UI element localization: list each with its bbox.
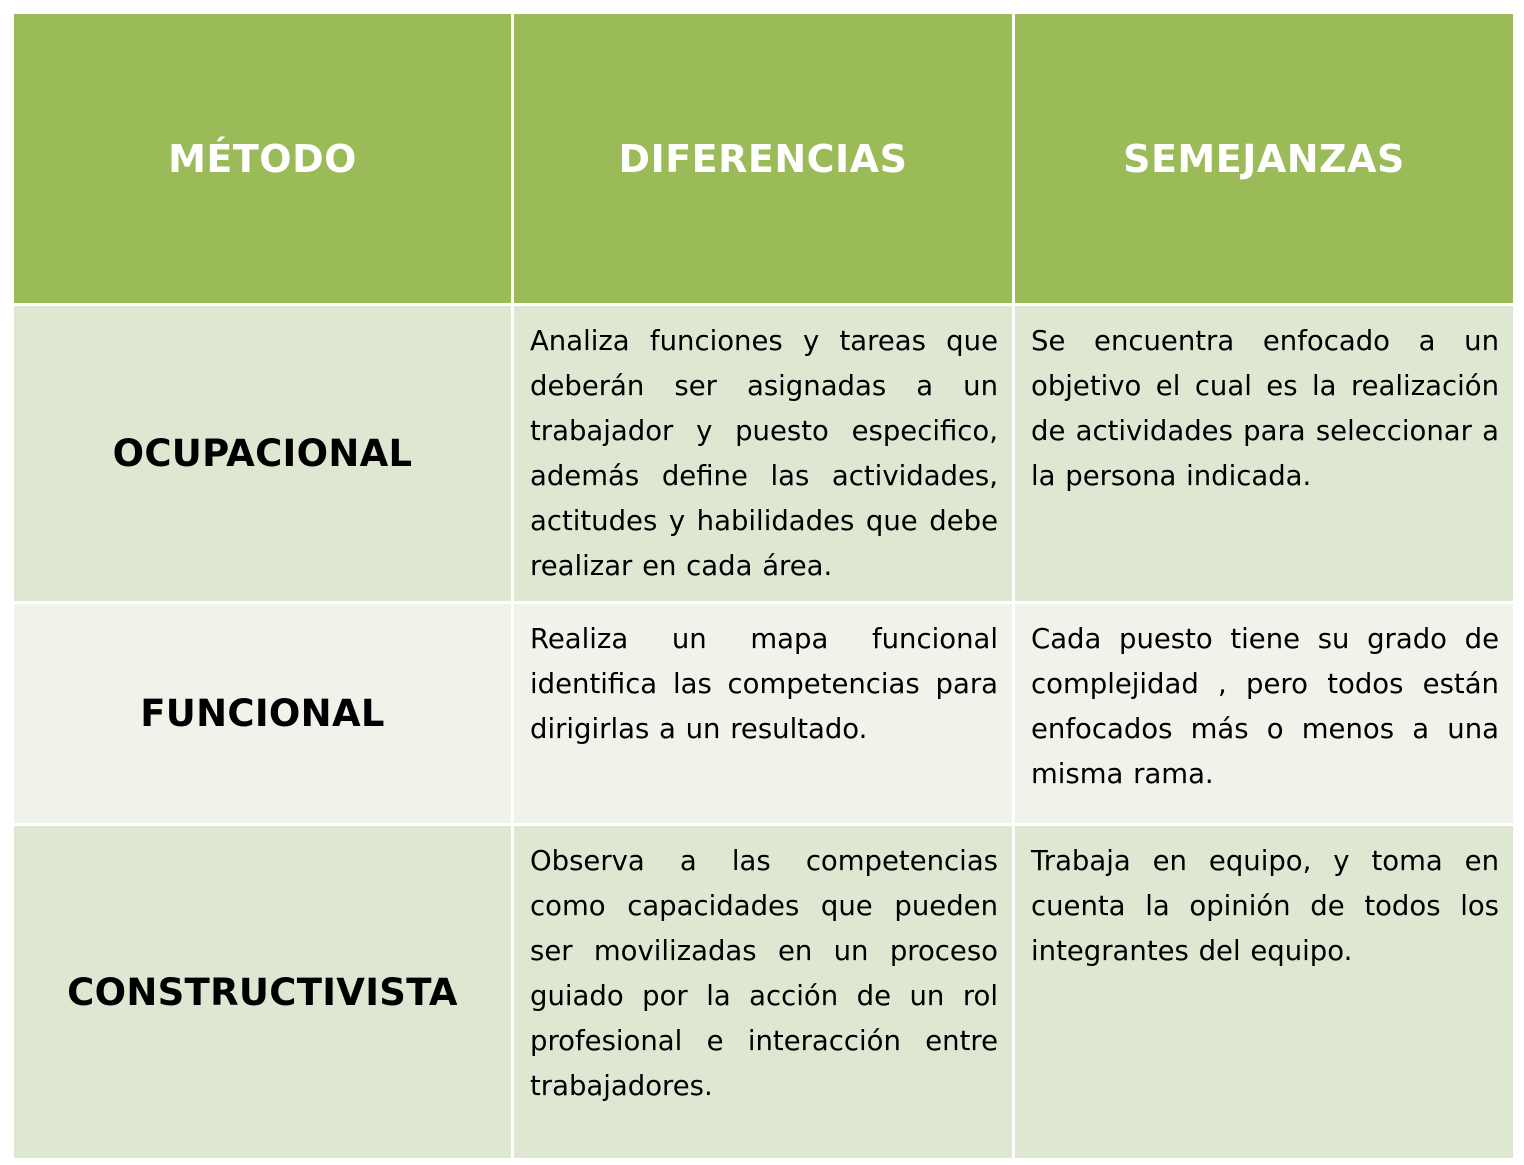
method-cell: OCUPACIONAL xyxy=(13,305,513,603)
header-semejanzas: SEMEJANZAS xyxy=(1014,13,1515,305)
diferencias-cell: Realiza un mapa funcional identifica las competencias para dirigirlas a un resultado. xyxy=(513,603,1014,825)
method-cell: FUNCIONAL xyxy=(13,603,513,825)
comparison-table xyxy=(11,11,1516,1161)
diferencias-cell: Analiza funciones y tareas que deberán ser asignadas a un trabajador y puesto especifico, además define las actividades, actitudes y habilidades que debe realizar en cada área. xyxy=(513,305,1014,603)
table-row xyxy=(13,305,1515,603)
header-metodo: MÉTODO xyxy=(13,13,513,305)
header-diferencias: DIFERENCIAS xyxy=(513,13,1014,305)
table-row xyxy=(13,825,1515,1160)
semejanzas-cell: Se encuentra enfocado a un objetivo el cual es la realización de actividades para seleccionar a la persona indicada. xyxy=(1014,305,1515,603)
semejanzas-cell: Trabaja en equipo, y toma en cuenta la opinión de todos los integrantes del equipo. xyxy=(1014,825,1515,1160)
header-row xyxy=(13,13,1515,305)
semejanzas-cell: Cada puesto tiene su grado de complejidad , pero todos están enfocados más o menos a una misma rama. xyxy=(1014,603,1515,825)
table-row xyxy=(13,603,1515,825)
method-cell: CONSTRUCTIVISTA xyxy=(13,825,513,1160)
diferencias-cell: Observa a las competencias como capacidades que pueden ser movilizadas en un proceso guiado por la acción de un rol profesional e interacción entre trabajadores. xyxy=(513,825,1014,1160)
